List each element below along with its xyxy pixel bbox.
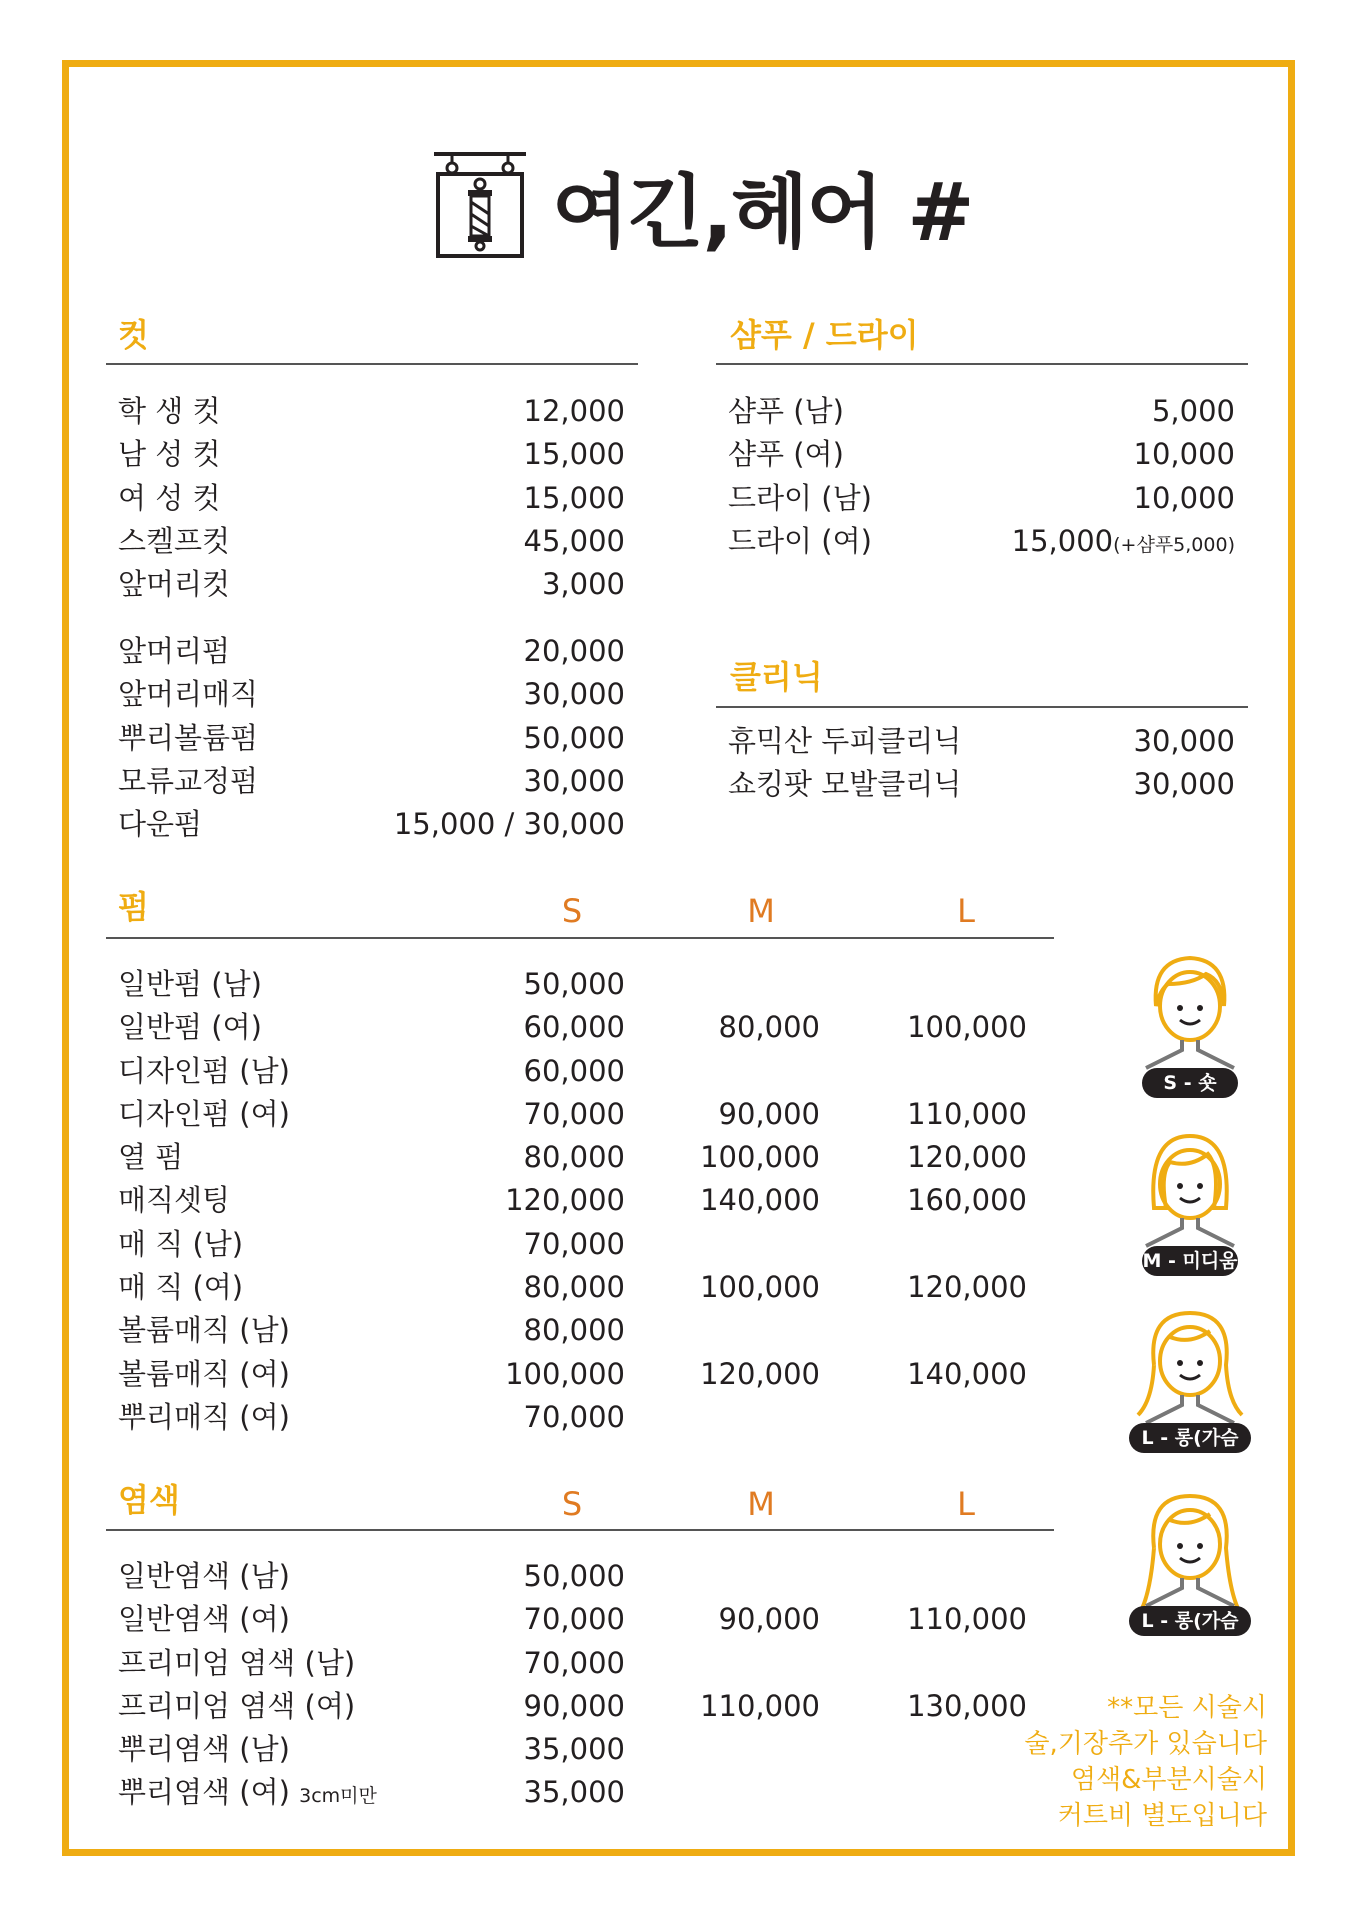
item-price [542, 563, 625, 606]
price-m: 80,000 [718, 1010, 820, 1045]
item-name [118, 1266, 243, 1309]
item-condition: 3cm미만 [299, 1785, 377, 1808]
price-l: 110,000 [907, 1096, 1027, 1131]
length-badge: L - 롱(가슴위) [1129, 1423, 1251, 1453]
item-name: 학 생 컷 [118, 394, 221, 428]
item-name-text: 일반펌 (남) [118, 967, 262, 1001]
price-row [118, 963, 1027, 1006]
item-price [1134, 477, 1235, 520]
item-name [118, 1093, 290, 1136]
item-name: 쇼킹팟 모발클리닉 [728, 767, 962, 802]
item-name [118, 1353, 290, 1396]
price-row [118, 1598, 1027, 1641]
perm-col-m: M [747, 892, 775, 930]
price-m: 100,000 [700, 1270, 820, 1305]
price-row [118, 1555, 1027, 1598]
price-m: 100,000 [700, 1140, 820, 1175]
price-value: 30,000 [1133, 767, 1235, 802]
price-row [118, 1093, 1027, 1136]
item-name-text: 매 직 (남) [118, 1226, 244, 1261]
item-price [524, 433, 625, 476]
price-value: 10,000 [1133, 437, 1235, 472]
price-s: 70,000 [523, 1645, 625, 1680]
item-name [118, 1179, 230, 1222]
price-l: 160,000 [907, 1183, 1027, 1218]
item-name-text: 매직셋팅 [118, 1183, 231, 1218]
price-s: 120,000 [505, 1183, 625, 1218]
perm-rule [106, 937, 1054, 939]
item-name: 드라이 (남) [728, 480, 872, 515]
item-name [118, 1006, 262, 1049]
shampoo-list [728, 390, 1235, 563]
item-name: 앞머리펌 [118, 634, 231, 668]
item-name-text: 볼륨매직 (남) [118, 1313, 290, 1348]
clinic-list [728, 720, 1235, 807]
item-name: 남 성 컷 [118, 437, 221, 472]
item-price [394, 803, 625, 846]
shampoo-heading: 샴푸 / 드라이 [730, 316, 919, 354]
price-row [118, 1266, 1027, 1309]
item-name-text: 매 직 (여) [118, 1270, 244, 1305]
title-text: 여긴,헤어 # [552, 165, 973, 259]
price-row [118, 563, 625, 606]
dye-rule [106, 1529, 1054, 1531]
dye-list [118, 1555, 1027, 1815]
price-l: 110,000 [907, 1602, 1027, 1637]
note-line: **모든 시술시 [1107, 1693, 1267, 1723]
item-price [1134, 433, 1235, 476]
price-row [118, 1309, 1027, 1352]
item-price [524, 760, 625, 803]
price-m: 90,000 [718, 1602, 820, 1637]
cut-rule [106, 363, 638, 365]
price-row [118, 717, 625, 760]
price-m: 120,000 [700, 1356, 820, 1391]
note-line: 술,기장추가 있습니다 [1024, 1729, 1267, 1759]
hair-long-icon [1130, 1305, 1250, 1439]
cut-list [118, 390, 625, 606]
item-price [524, 477, 625, 520]
item-price [524, 673, 625, 716]
price-l: 130,000 [907, 1688, 1027, 1723]
item-name-text: 볼륨매직 (여) [118, 1356, 290, 1391]
perm-col-l: L [957, 892, 975, 930]
item-name-text: 프리미엄 염색 (남) [118, 1645, 356, 1680]
price-row [118, 1006, 1027, 1049]
item-name: 휴믹산 두피클리닉 [728, 724, 962, 758]
item-name [118, 1598, 290, 1641]
length-badge: S - 숏 [1142, 1068, 1238, 1098]
price-row [118, 1771, 1027, 1814]
item-name [118, 1396, 290, 1439]
price-row [728, 477, 1235, 520]
item-name-text: 일반펌 (여) [118, 1010, 262, 1045]
item-name-text: 디자인펌 (여) [118, 1096, 290, 1131]
price-s: 70,000 [523, 1399, 625, 1434]
dye-col-s: S [561, 1485, 583, 1523]
price-l: 120,000 [907, 1140, 1027, 1175]
price-s: 80,000 [523, 1270, 625, 1305]
item-name [118, 1136, 183, 1179]
service-note [1024, 1690, 1267, 1834]
clinic-rule [716, 706, 1248, 708]
price-row [118, 1728, 1027, 1771]
item-name-text: 일반염색 (여) [118, 1602, 290, 1637]
item-name-text: 뿌리염색 (여) [118, 1775, 290, 1810]
price-m: 140,000 [700, 1183, 820, 1218]
price-l: 120,000 [907, 1270, 1027, 1305]
item-price [1134, 720, 1235, 763]
price-value: 45,000 [523, 523, 625, 558]
item-price [1012, 520, 1235, 567]
price-row [118, 760, 625, 803]
item-name [118, 1223, 243, 1266]
item-name [118, 1309, 290, 1352]
price-row [728, 720, 1235, 763]
price-value: 15,000 [523, 437, 625, 472]
cut-extra-list [118, 630, 625, 846]
price-value: 30,000 [523, 763, 625, 798]
clinic-heading: 클리닉 [730, 658, 823, 696]
note-line: 염색&부분시술시 [1070, 1765, 1267, 1795]
price-value: 15,000 / 30,000 [393, 807, 625, 842]
item-name-text: 뿌리매직 (여) [118, 1399, 290, 1434]
item-name: 뿌리볼륨펌 [118, 720, 259, 755]
item-name [118, 1728, 290, 1771]
price-row [118, 803, 625, 846]
item-name: 여 성 컷 [118, 480, 221, 515]
item-name [118, 1685, 355, 1728]
item-price [524, 717, 625, 760]
item-price [524, 390, 625, 433]
price-value: 5,000 [1151, 394, 1235, 428]
item-name [118, 1050, 290, 1093]
price-value: 15,000 [1011, 523, 1114, 558]
price-row [118, 520, 625, 563]
item-name: 스켈프컷 [118, 523, 231, 558]
item-name [118, 1555, 290, 1598]
price-s: 50,000 [523, 1559, 625, 1593]
hair-longer-icon [1130, 1488, 1250, 1622]
barber-pole-icon [430, 150, 530, 260]
price-l: 100,000 [907, 1010, 1027, 1045]
item-price [524, 520, 625, 563]
item-price [1134, 763, 1235, 806]
price-s: 35,000 [523, 1732, 625, 1767]
item-name: 모류교정펌 [118, 763, 259, 798]
perm-list [118, 963, 1027, 1439]
price-row [118, 477, 625, 520]
price-row [118, 1050, 1027, 1093]
price-row [118, 390, 625, 433]
price-value: 12,000 [523, 394, 625, 428]
item-name: 앞머리컷 [118, 567, 231, 602]
price-row [118, 1223, 1027, 1266]
price-row [118, 673, 625, 716]
item-name: 샴푸 (남) [728, 394, 844, 428]
item-name [118, 1642, 355, 1685]
price-s: 60,000 [523, 1010, 625, 1045]
item-price [1152, 390, 1235, 433]
price-row [118, 1642, 1027, 1685]
length-badge: M - 미디움 [1142, 1246, 1238, 1276]
price-row [118, 1396, 1027, 1439]
price-s: 80,000 [523, 1313, 625, 1348]
price-value: 50,000 [523, 720, 625, 755]
price-value: 15,000 [523, 480, 625, 515]
item-name-text: 디자인펌 (남) [118, 1053, 290, 1088]
price-s: 80,000 [523, 1140, 625, 1175]
price-row [118, 1685, 1027, 1728]
price-m: 90,000 [718, 1096, 820, 1131]
hair-short-icon [1130, 950, 1250, 1084]
shampoo-rule [716, 363, 1248, 365]
price-s: 50,000 [523, 967, 625, 1001]
price-row [118, 630, 625, 673]
price-s: 100,000 [505, 1356, 625, 1391]
price-note: (+샴푸5,000) [1113, 533, 1235, 556]
item-name: 샴푸 (여) [728, 437, 844, 472]
perm-heading: 펌 [118, 888, 149, 926]
item-price [524, 630, 625, 673]
price-row [118, 1136, 1027, 1179]
price-value: 30,000 [1133, 724, 1235, 758]
price-value: 30,000 [523, 677, 625, 712]
price-value: 3,000 [541, 567, 625, 602]
price-row [118, 1179, 1027, 1222]
dye-col-m: M [747, 1485, 775, 1523]
item-name: 드라이 (여) [728, 523, 872, 558]
perm-col-s: S [561, 892, 583, 930]
price-row [728, 763, 1235, 806]
price-row [728, 390, 1235, 433]
price-l: 140,000 [907, 1356, 1027, 1391]
note-line: 커트비 별도입니다 [1057, 1801, 1267, 1831]
price-s: 35,000 [523, 1775, 625, 1810]
item-name-text: 일반염색 (남) [118, 1559, 290, 1593]
dye-heading: 염색 [118, 1481, 180, 1519]
item-name: 다운펌 [118, 807, 203, 842]
price-s: 90,000 [523, 1688, 625, 1723]
price-row [728, 520, 1235, 563]
price-row [118, 1353, 1027, 1396]
price-s: 70,000 [523, 1096, 625, 1131]
length-badge: L - 롱(가슴밑) [1129, 1606, 1251, 1636]
shop-title [430, 150, 972, 260]
item-name-text: 열 펌 [118, 1140, 184, 1175]
price-row [728, 433, 1235, 476]
price-s: 70,000 [523, 1226, 625, 1261]
hair-medium-icon [1130, 1128, 1250, 1262]
item-name-text: 프리미엄 염색 (여) [118, 1688, 356, 1723]
price-row [118, 433, 625, 476]
price-value: 20,000 [523, 634, 625, 668]
item-name-text: 뿌리염색 (남) [118, 1732, 290, 1767]
dye-col-l: L [957, 1485, 975, 1523]
price-s: 70,000 [523, 1602, 625, 1637]
cut-heading: 컷 [118, 316, 149, 354]
item-name [118, 963, 262, 1006]
price-value: 10,000 [1133, 480, 1235, 515]
price-s: 60,000 [523, 1053, 625, 1088]
item-name: 앞머리매직 [118, 677, 259, 712]
item-name [118, 1771, 377, 1818]
price-m: 110,000 [700, 1688, 820, 1723]
